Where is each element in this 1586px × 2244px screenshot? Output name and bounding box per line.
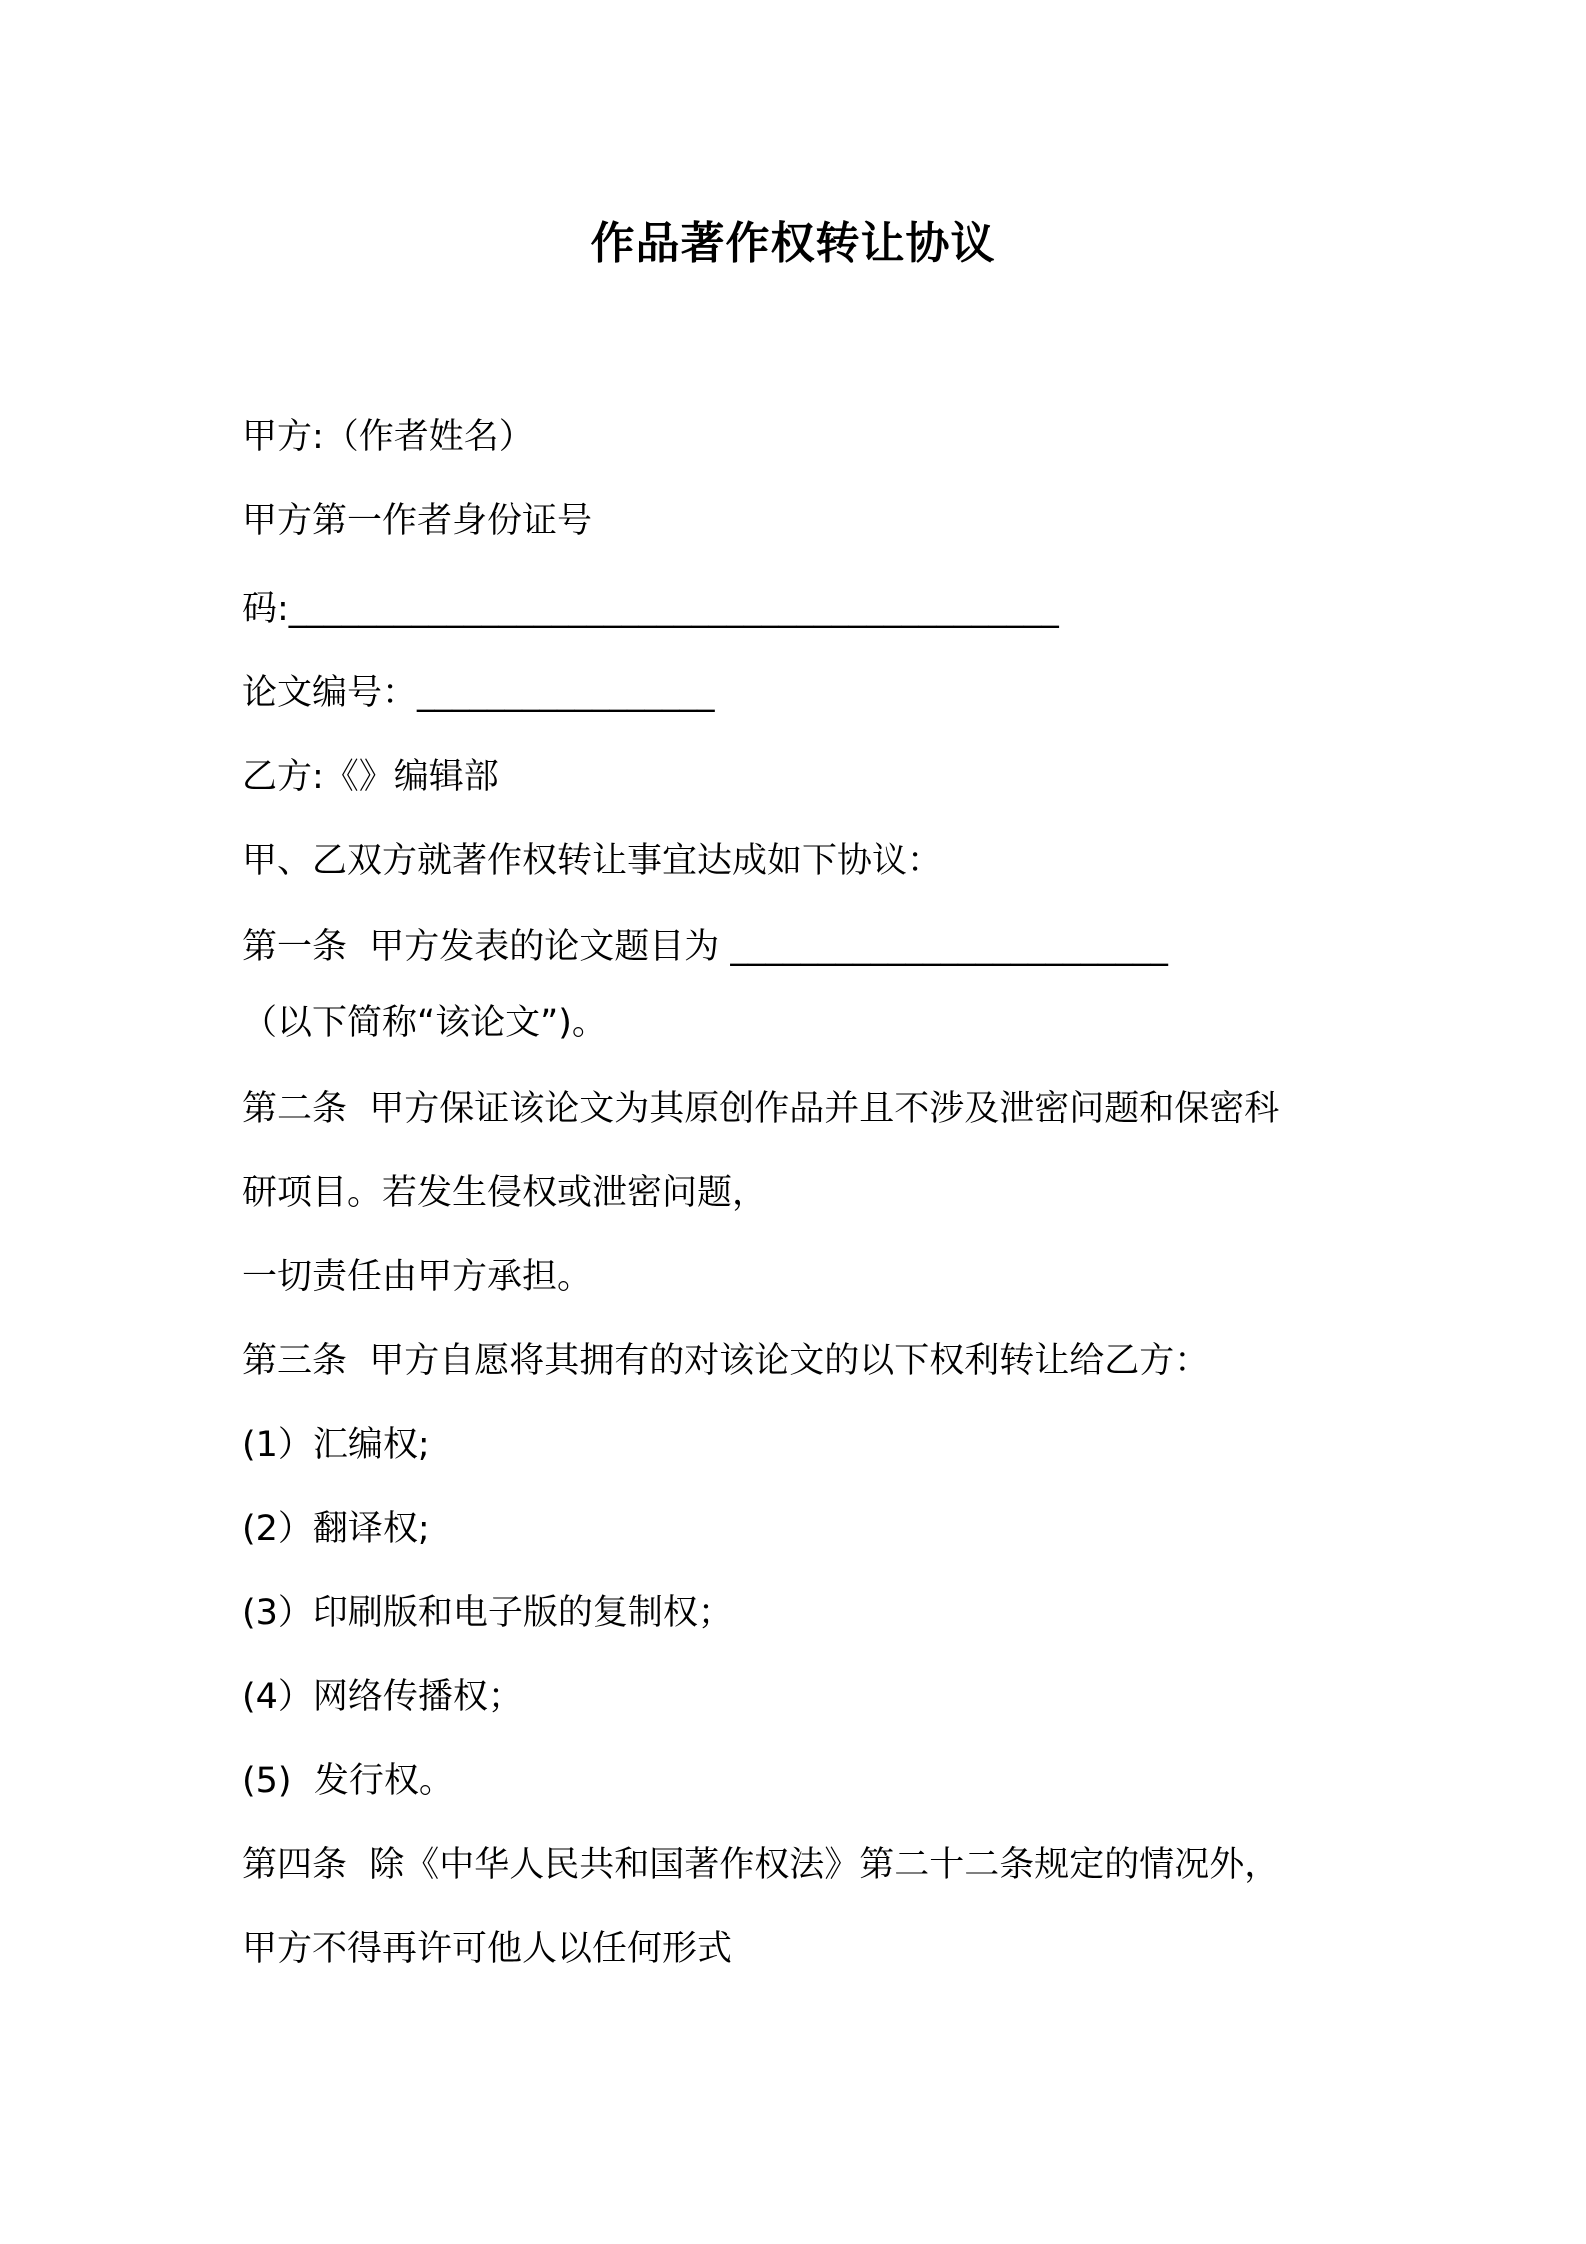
article-3-line: 第三条 甲方自愿将其拥有的对该论文的以下权利转让给乙方： bbox=[242, 1341, 1210, 1381]
document-title: 作品著作权转让协议 bbox=[590, 218, 996, 269]
article-2-cont-line: 研项目。若发生侵权或泄密问题， bbox=[242, 1173, 768, 1213]
article-1-line: 第一条 甲方发表的论文题目为 _________________________ bbox=[242, 927, 1168, 967]
agreement-intro-line: 甲、乙双方就著作权转让事宜达成如下协议： bbox=[242, 841, 943, 881]
right-item-5: (5) 发行权。 bbox=[242, 1761, 454, 1801]
party-a-name-line: 甲方:（作者姓名） bbox=[242, 417, 534, 457]
article-4-cont-line: 甲方不得再许可他人以任何形式 bbox=[242, 1929, 733, 1969]
party-b-line: 乙方:《》编辑部 bbox=[242, 757, 499, 797]
article-4-line: 第四条 除《中华人民共和国著作权法》第二十二条规定的情况外， bbox=[242, 1845, 1280, 1885]
article-2-line: 第二条 甲方保证该论文为其原创作品并且不涉及泄密问题和保密科 bbox=[242, 1089, 1280, 1129]
right-item-1: (1）汇编权; bbox=[242, 1425, 430, 1465]
right-item-4: (4）网络传播权； bbox=[242, 1677, 523, 1717]
right-item-3: (3）印刷版和电子版的复制权； bbox=[242, 1593, 733, 1633]
article-2-end-line: 一切责任由甲方承担。 bbox=[242, 1257, 593, 1297]
paper-number-line: 论文编号：_________________ bbox=[242, 673, 715, 713]
article-1-note-line: （以下简称“该论文”)。 bbox=[242, 1003, 607, 1043]
party-a-id-blank-line: 码:____________________________________________ bbox=[242, 589, 1059, 629]
right-item-2: (2）翻译权; bbox=[242, 1509, 430, 1549]
party-a-id-label-line: 甲方第一作者身份证号 bbox=[242, 501, 593, 541]
